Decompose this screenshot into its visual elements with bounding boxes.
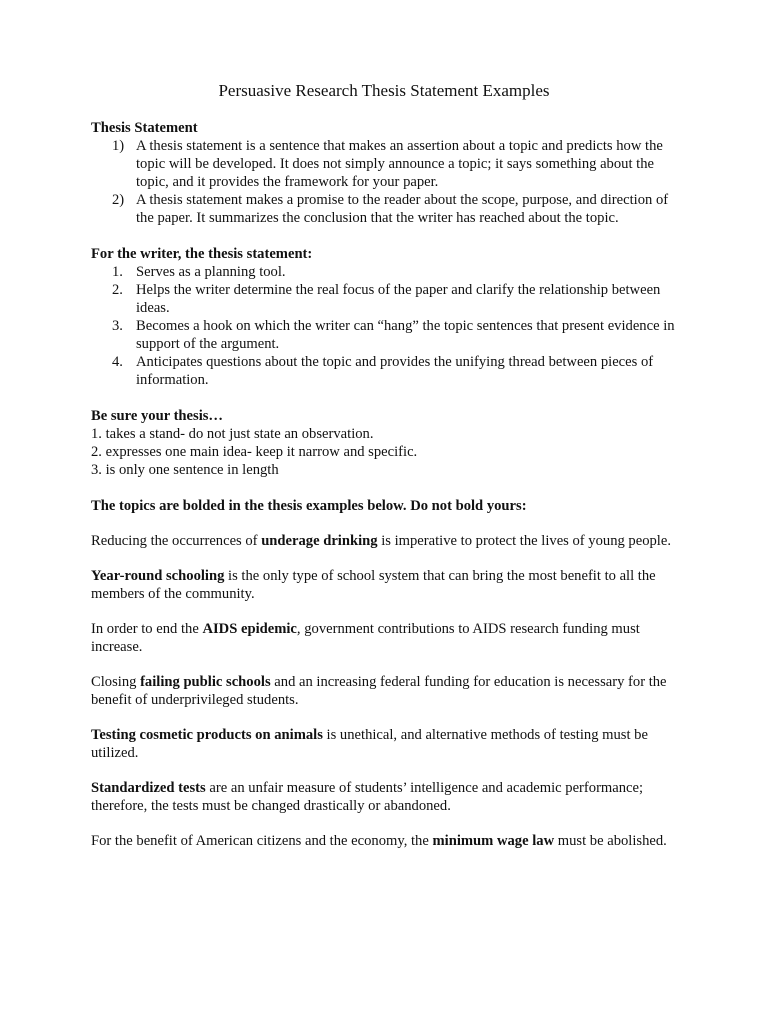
list-item [91,353,677,389]
example-text: For the benefit of American citizens and the economy, the [91,833,433,849]
writer-heading: For the writer, the thesis statement: [91,246,313,262]
list-item-number: 1) [112,138,125,154]
list-item-number: 3. [112,318,123,334]
list-item-number: 1. [112,264,123,280]
thesis-example [91,567,677,603]
thesis-example [91,532,677,550]
checklist-line: 3. is only one sentence in length [91,462,279,478]
list-item [91,317,677,353]
list-item [91,281,677,317]
example-text: are an unfair measure of students’ intelligence and academic performance; therefore, the tests must be changed drastically or abandoned. [91,780,644,814]
thesis-example [91,779,677,815]
list-item-number: 4. [112,354,123,370]
example-text: , government contributions to AIDS research funding must increase. [91,621,640,655]
example-text: must be abolished. [554,833,667,849]
thesis-definition-list [91,137,677,227]
list-item-text: Serves as a planning tool. [136,264,286,280]
list-item-text: Helps the writer determine the real focus of the paper and clarify the relationship between ideas. [136,282,661,316]
example-topic: underage drinking [261,533,378,549]
thesis-example [91,726,677,762]
thesis-example [91,673,677,709]
example-text: is the only type of school system that can bring the most benefit to all the members of the community. [91,568,656,602]
example-text: Reducing the occurrences of [91,533,262,549]
checklist-line: 2. expresses one main idea- keep it narrow and specific. [91,444,418,460]
list-item [91,191,677,227]
example-topic: AIDS epidemic [202,621,297,637]
example-text: In order to end the [91,621,203,637]
list-item-text: Becomes a hook on which the writer can “hang” the topic sentences that present evidence in support of the argument. [136,318,675,352]
topics-heading: The topics are bolded in the thesis examples below. Do not bold yours: [91,498,527,514]
example-text: Closing [91,674,141,690]
thesis-example [91,620,677,656]
list-item-text: Anticipates questions about the topic and provides the unifying thread between pieces of information. [136,354,654,388]
list-item-number: 2) [112,192,125,208]
example-text: is unethical, and alternative methods of testing must be utilized. [91,727,648,761]
checklist-line: 1. takes a stand- do not just state an observation. [91,426,374,442]
example-topic: minimum wage law [432,833,555,849]
list-item [91,137,677,191]
example-topic: failing public schools [140,674,271,690]
list-item-number: 2. [112,282,123,298]
page-title: Persuasive Research Thesis Statement Examples [218,81,550,100]
thesis-statement-heading: Thesis Statement [91,120,198,136]
example-text: and an increasing federal funding for education is necessary for the benefit of underprivileged students. [91,674,667,708]
example-topic: Testing cosmetic products on animals [91,727,323,743]
thesis-example [91,832,677,850]
example-topic: Year-round schooling [91,568,225,584]
example-topic: Standardized tests [91,780,206,796]
writer-purpose-list [91,263,677,389]
list-item-text: A thesis statement is a sentence that makes an assertion about a topic and predicts how the topic will be developed. It does not simply announce a topic; it says something about the topic, and it provides the framework for your paper. [136,138,663,190]
list-item-text: A thesis statement makes a promise to the reader about the scope, purpose, and direction of the paper. It summarizes the conclusion that the writer has reached about the topic. [136,192,669,226]
be-sure-heading: Be sure your thesis… [91,408,224,424]
example-text: is imperative to protect the lives of young people. [377,533,671,549]
list-item [91,263,677,281]
